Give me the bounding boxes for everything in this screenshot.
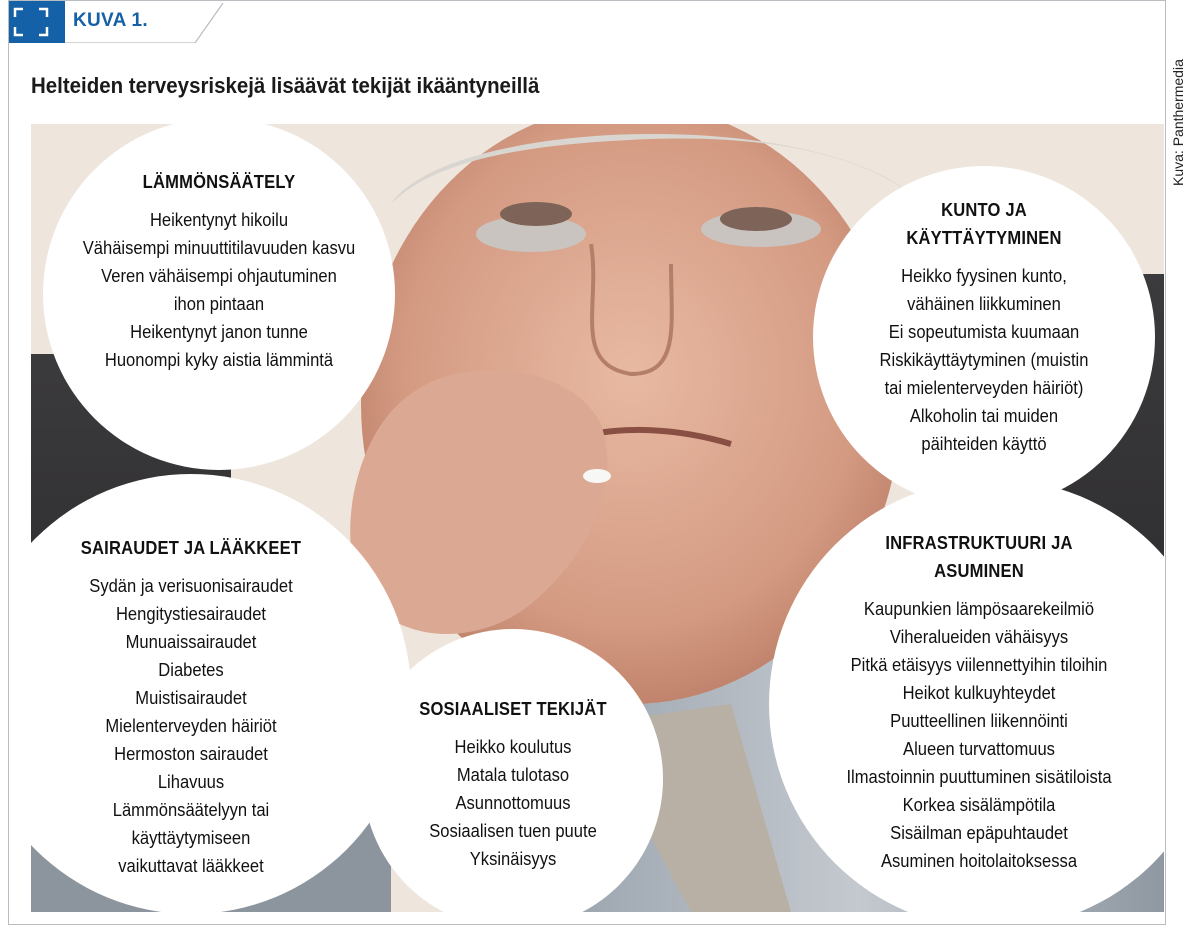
list-item: Alueen turvattomuus (903, 739, 1055, 759)
list-item: Lihavuus (157, 772, 225, 792)
circle-heading: LÄMMÖNSÄÄTELY (142, 172, 296, 192)
list-item: Hengitystiesairaudet (115, 604, 267, 624)
circle-heading: SAIRAUDET JA LÄÄKKEET (80, 538, 302, 558)
list-item: Muistisairaudet (135, 688, 247, 708)
circle-sosiaaliset (363, 629, 663, 912)
background-photo (31, 124, 1164, 912)
list-item: Alkoholin tai muiden (909, 406, 1059, 426)
list-item: Diabetes (158, 660, 224, 680)
list-item: Viheralueiden vähäisyys (889, 627, 1069, 647)
list-item: Matala tulotaso (456, 765, 570, 785)
list-item: Sosiaalisen tuen puute (429, 821, 597, 841)
list-item: Puutteellinen liikennöinti (890, 711, 1068, 731)
list-item: Ilmastoinnin puuttuminen sisätiloista (846, 767, 1112, 787)
circle-kunto (813, 166, 1155, 508)
list-item: Asunnottomuus (455, 793, 571, 813)
circle-infrastruktuuri (769, 479, 1164, 912)
circle-heading: SOSIAALISET TEKIJÄT (419, 699, 607, 719)
figure-label: KUVA 1. (73, 10, 148, 31)
figure-title: Helteiden terveysriskejä lisäävät tekijät ikääntyneillä (31, 73, 540, 98)
circle-heading: KUNTO JA (941, 200, 1027, 220)
circle-heading: KÄYTTÄYTYMINEN (906, 228, 1062, 248)
list-item: Vähäisempi minuuttitilavuuden kasvu (82, 238, 356, 258)
list-item: Mielenterveyden häiriöt (105, 716, 277, 736)
list-item: Asuminen hoitolaitoksessa (880, 851, 1078, 871)
figure-tab (9, 1, 231, 43)
list-item: vähäinen liikkuminen (907, 294, 1061, 314)
list-item: tai mielenterveyden häiriöt) (884, 378, 1084, 398)
list-item: Huonompi kyky aistia lämmintä (104, 350, 334, 370)
list-item: Heikko fyysinen kunto, (901, 266, 1067, 286)
list-item: Heikot kulkuyhteydet (902, 683, 1056, 703)
list-item: ihon pintaan (173, 294, 265, 314)
list-item: Sisäilman epäpuhtaudet (890, 823, 1068, 843)
list-item: Ei sopeutumista kuumaan (888, 322, 1080, 342)
list-item: päihteiden käyttö (921, 434, 1047, 454)
list-item: käyttäytymiseen (131, 828, 251, 848)
list-item: Heikko koulutus (454, 737, 572, 757)
circle-heading: ASUMINEN (934, 561, 1024, 581)
photo-credit: Kuva: Panthermedia (1170, 59, 1186, 186)
list-item: Heikentynyt hikoilu (149, 210, 289, 230)
list-item: Korkea sisälämpötila (902, 795, 1056, 815)
circle-lammonsaately (43, 124, 395, 470)
list-item: Munuaissairaudet (125, 632, 257, 652)
list-item: Veren vähäisempi ohjautuminen (101, 266, 337, 286)
list-item: Lämmönsäätelyyn tai (112, 800, 270, 820)
list-item: Hermoston sairaudet (114, 744, 268, 764)
figure-frame-icon (9, 1, 61, 41)
list-item: Riskikäyttäytyminen (muistin (879, 350, 1089, 370)
list-item: Sydän ja verisuonisairaudet (89, 576, 293, 596)
list-item: Yksinäisyys (469, 849, 557, 869)
circle-heading: INFRASTRUKTUURI JA (885, 533, 1073, 553)
figure-frame (8, 0, 1166, 925)
list-item: Pitkä etäisyys viilennettyihin tiloihin (850, 655, 1108, 675)
list-item: Kaupunkien lämpösaarekeilmiö (863, 599, 1095, 619)
list-item: vaikuttavat lääkkeet (118, 856, 264, 876)
list-item: Heikentynyt janon tunne (130, 322, 308, 342)
